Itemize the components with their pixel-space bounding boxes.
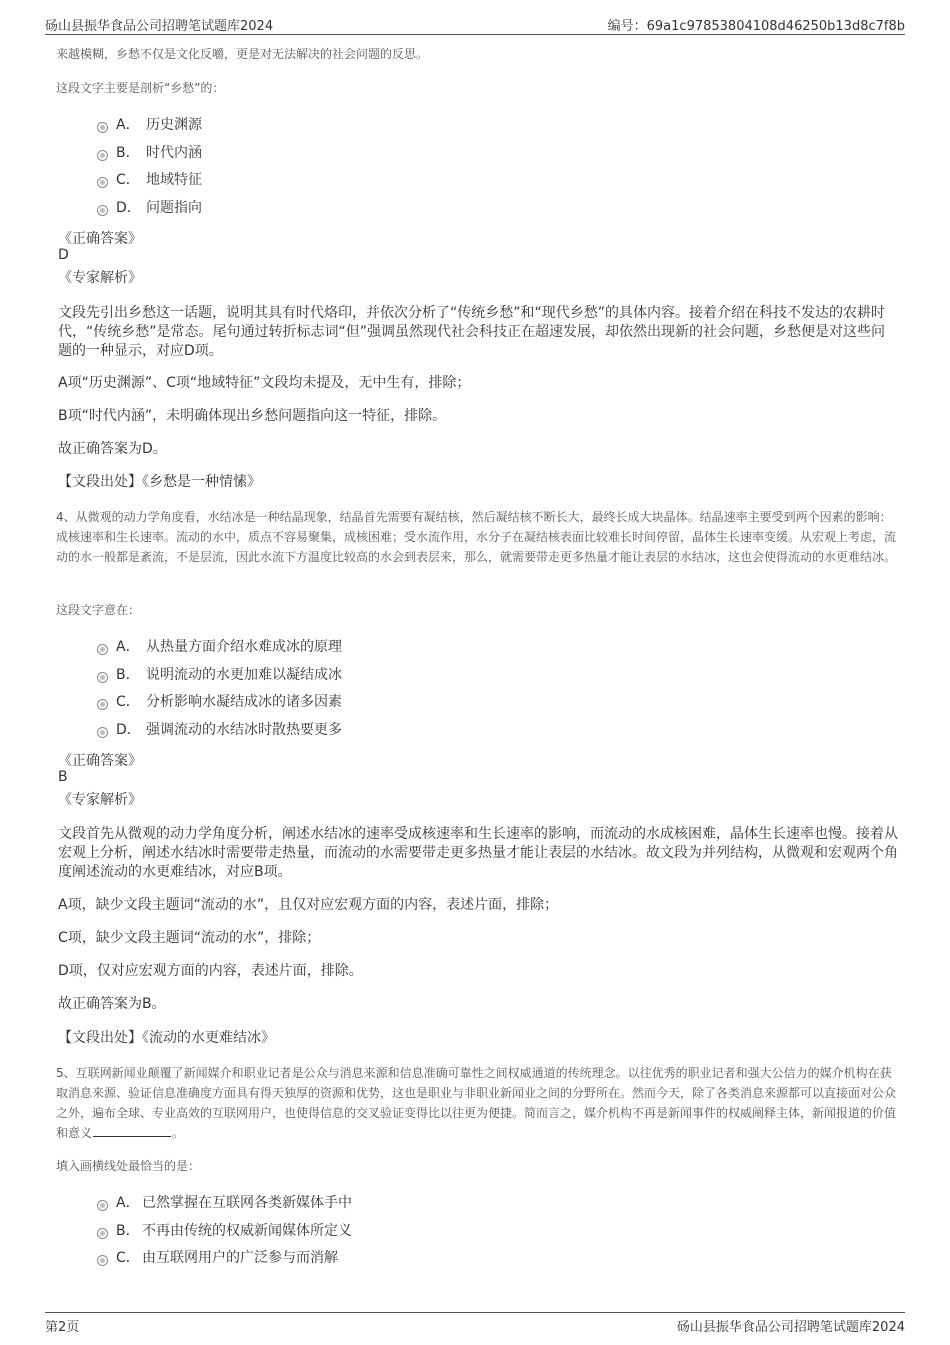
q3-analysis: 文段先引出乡愁这一话题，说明其具有时代烙印，并依次分析了“传统乡愁”和“现代乡愁”的具体内容。接着介绍在科技不发达的农耕时代，“传统乡愁”是常态。尾句通过转折标志词“但”强调虽然现代社会科技正在超速发展，却依然出现新的社会问题，乡愁便是对这些问题的一种显示，对应D项。 bbox=[58, 305, 886, 359]
q3-option-a[interactable] bbox=[97, 114, 202, 134]
option-text: 分析影响水凝结成冰的诸多因素 bbox=[146, 694, 342, 710]
q3-option-d[interactable] bbox=[97, 197, 202, 217]
q3-option-c[interactable] bbox=[97, 169, 202, 189]
q3-analysis-label: 《专家解析》 bbox=[58, 270, 142, 286]
q5-option-c[interactable] bbox=[97, 1247, 338, 1267]
q3-conclusion: 故正确答案为D。 bbox=[58, 441, 167, 457]
q4-conclusion: 故正确答案为B。 bbox=[58, 996, 166, 1012]
option-text: 问题指向 bbox=[146, 200, 202, 216]
radio-icon[interactable] bbox=[97, 672, 108, 683]
q3-answer: D bbox=[58, 247, 69, 263]
option-text: 说明流动的水更加难以凝结成冰 bbox=[146, 667, 342, 683]
footer-title: 砀山县振华食品公司招聘笔试题库2024 bbox=[676, 1320, 905, 1335]
q5-stem-end: 。 bbox=[172, 1126, 185, 1140]
radio-icon[interactable] bbox=[97, 205, 108, 216]
q5-stem-text: 5、互联网新闻业颠覆了新闻媒介和职业记者是公众与消息来源和信息准确可靠性之间权威通道的传统理念。以往优秀的职业记者和强大公信力的媒介机构在获取消息来源、验证信息准确度方面具有得天独厚的资源和优势，这也是职业与非职业新闻业之间的分野所在。然而今天，除了各类消息来源都可以直接面对公众之外，遍布全球、专业高效的互联网用户，也使得信息的交叉验证变得比以往更为便捷。简而言之，媒介机构不再是新闻事件的权威阐释主体，新闻报道的价值和意义 bbox=[56, 1066, 897, 1140]
q5-option-a[interactable] bbox=[97, 1192, 352, 1212]
answer-blank bbox=[93, 1124, 171, 1137]
header-title: 砀山县振华食品公司招聘笔试题库2024 bbox=[45, 19, 274, 34]
option-letter: C． bbox=[116, 172, 140, 188]
option-text: 已然掌握在互联网各类新媒体手中 bbox=[142, 1195, 352, 1211]
q4-stem: 4、从微观的动力学角度看，水结冰是一种结晶现象，结晶首先需要有凝结核，然后凝结核不断长大，最终长成大块晶体。结晶速率主要受到两个因素的影响：成核速率和生长速率。流动的水中，质点不容易聚集，成核困难；受水流作用，水分子在凝结核表面比较难长时间停留，晶体生长速率变缓。从宏观上考虑，流动的水一般都是紊流，不是层流，因此水流下方温度比较高的水会到表层来，那么，就需要带走更多热量才能让表层的水结冰，这也会使得流动的水更难结冰。 bbox=[56, 510, 897, 564]
q3-answer-label: 《正确答案》 bbox=[58, 231, 142, 247]
radio-icon[interactable] bbox=[97, 1228, 108, 1239]
option-letter: A． bbox=[116, 117, 140, 133]
q4-source: 【文段出处】《流动的水更难结冰》 bbox=[58, 1030, 275, 1046]
option-text: 历史渊源 bbox=[146, 117, 202, 133]
option-letter: B． bbox=[116, 667, 140, 683]
radio-icon[interactable] bbox=[97, 699, 108, 710]
q4-note-d: D项，仅对应宏观方面的内容，表述片面，排除。 bbox=[58, 963, 363, 979]
q4-option-a[interactable] bbox=[97, 636, 342, 656]
radio-icon[interactable] bbox=[97, 177, 108, 188]
option-letter: D． bbox=[116, 722, 141, 738]
option-letter: B． bbox=[116, 1223, 140, 1239]
q4-note-a: A项，缺少文段主题词“流动的水”，且仅对应宏观方面的内容，表述片面，排除； bbox=[58, 897, 559, 913]
radio-icon[interactable] bbox=[97, 1255, 108, 1266]
option-text: 时代内涵 bbox=[146, 145, 202, 161]
page-number: 第2页 bbox=[45, 1320, 80, 1335]
q5-prompt: 填入画横线处最恰当的是： bbox=[56, 1159, 201, 1173]
q4-note-c: C项，缺少文段主题词“流动的水”，排除； bbox=[58, 930, 321, 946]
q5-stem bbox=[56, 1063, 898, 1143]
option-letter: C． bbox=[116, 1250, 140, 1266]
option-letter: D． bbox=[116, 200, 141, 216]
q4-option-c[interactable] bbox=[97, 691, 342, 711]
q4-analysis-label: 《专家解析》 bbox=[58, 792, 142, 808]
option-text: 强调流动的水结冰时散热要更多 bbox=[146, 722, 342, 738]
option-letter: A． bbox=[116, 1195, 140, 1211]
q5-option-b[interactable] bbox=[97, 1220, 352, 1240]
option-text: 从热量方面介绍水难成冰的原理 bbox=[146, 639, 342, 655]
q4-option-d[interactable] bbox=[97, 719, 342, 739]
radio-icon[interactable] bbox=[97, 150, 108, 161]
option-letter: C． bbox=[116, 694, 140, 710]
radio-icon[interactable] bbox=[97, 644, 108, 655]
q4-answer-label: 《正确答案》 bbox=[58, 753, 142, 769]
q3-prompt: 这段文字主要是剖析“乡愁”的： bbox=[56, 81, 225, 95]
page-footer bbox=[45, 1312, 905, 1335]
q4-option-b[interactable] bbox=[97, 664, 342, 684]
q4-analysis: 文段首先从微观的动力学角度分析，阐述水结冰的速率受成核速率和生长速率的影响，而流动的水成核困难，晶体生长速率也慢。接着从宏观上分析，阐述水结冰时需要带走热量，而流动的水需要带走更多热量才能让表层的水结冰。故文段为并列结构，从微观和宏观两个角度阐述流动的水更难结冰，对应B项。 bbox=[58, 826, 898, 880]
option-text: 不再由传统的权威新闻媒体所定义 bbox=[142, 1223, 352, 1239]
option-letter: A． bbox=[116, 639, 140, 655]
radio-icon[interactable] bbox=[97, 727, 108, 738]
q4-answer: B bbox=[58, 769, 68, 785]
option-text: 由互联网用户的广泛参与而消解 bbox=[142, 1250, 338, 1266]
q3-source: 【文段出处】《乡愁是一种情愫》 bbox=[58, 474, 261, 490]
radio-icon[interactable] bbox=[97, 1200, 108, 1211]
q3-note-a-c: A项“历史渊源”、C项“地域特征”文段均未提及，无中生有，排除； bbox=[58, 375, 471, 391]
page-header bbox=[45, 12, 905, 35]
option-text: 地域特征 bbox=[146, 172, 202, 188]
q4-prompt: 这段文字意在： bbox=[56, 603, 141, 617]
radio-icon[interactable] bbox=[97, 122, 108, 133]
q3-note-b: B项“时代内涵”，未明确体现出乡愁问题指向这一特征，排除。 bbox=[58, 408, 447, 424]
q3-stem-tail: 来越模糊，乡愁不仅是文化反嚼，更是对无法解决的社会问题的反思。 bbox=[56, 47, 429, 61]
header-document-id: 编号：69a1c97853804108d46250b13d8c7f8b bbox=[607, 19, 905, 34]
option-letter: B． bbox=[116, 145, 140, 161]
q3-option-b[interactable] bbox=[97, 142, 202, 162]
